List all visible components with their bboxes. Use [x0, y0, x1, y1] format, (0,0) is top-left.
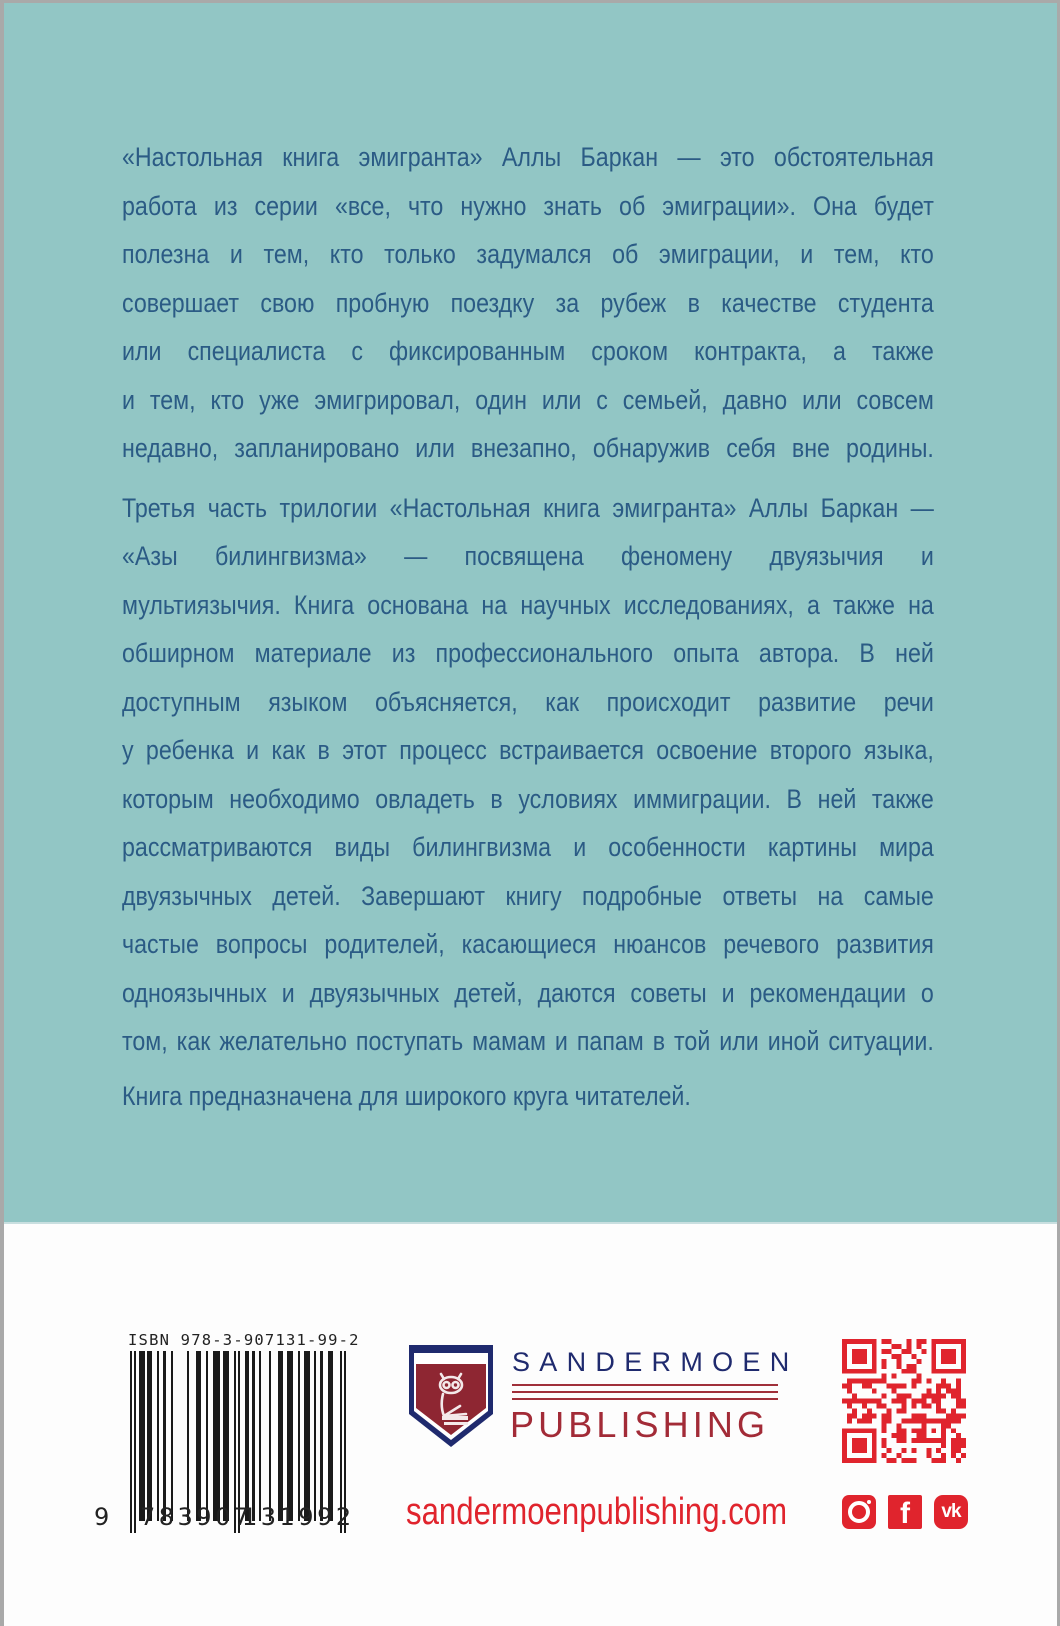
- description-panel: [4, 3, 1057, 1224]
- qr-code-icon[interactable]: [842, 1339, 966, 1463]
- vk-icon[interactable]: vk: [934, 1495, 968, 1529]
- ean-group-1: 783907: [140, 1503, 253, 1531]
- publisher-website-link[interactable]: sandermoenpublishing.com: [406, 1491, 788, 1533]
- text-line: «Настольная книга эмигранта» Аллы Баркан — это обстоятельная: [122, 142, 934, 172]
- instagram-icon[interactable]: [842, 1495, 876, 1529]
- book-back-cover: [4, 3, 1057, 1626]
- text-line: одноязычных и двуязычных детей, даются советы и рекомендации о: [122, 977, 934, 1008]
- brand-name-bottom: PUBLISHING: [510, 1404, 770, 1445]
- description-text: [122, 133, 934, 1120]
- paragraph-1: [122, 133, 934, 473]
- isbn-barcode: [92, 1331, 360, 1551]
- paragraph-3: [122, 1072, 934, 1121]
- text-line: у ребенка и как в этот процесс встраивается освоение второго языка,: [122, 735, 934, 765]
- text-line: недавно, запланировано или внезапно, обнаружив себя вне родины.: [122, 433, 934, 463]
- paragraph-2: [122, 484, 934, 1066]
- text-line: «Азы билингвизма» — посвящена феномену двуязычия и: [122, 541, 934, 571]
- owl-shield-icon: [408, 1344, 494, 1448]
- social-links: [842, 1495, 968, 1529]
- ean-first-digit: 9: [94, 1503, 110, 1531]
- brand-name-top: SANDERMOEN: [512, 1347, 799, 1377]
- text-line: том, как желательно поступать мамам и папам в той или иной ситуации.: [122, 1026, 934, 1056]
- text-line: Третья часть трилогии «Настольная книга эмигранта» Аллы Баркан —: [122, 492, 934, 523]
- text-line: или специалиста с фиксированным сроком контракта, а также: [122, 336, 934, 366]
- text-line: работа из серии «все, что нужно знать об эмиграции». Она будет: [122, 190, 934, 221]
- text-line: мультиязычия. Книга основана на научных исследованиях, а также на: [122, 589, 934, 620]
- text-line: частые вопросы родителей, касающиеся нюансов речевого развития: [122, 929, 934, 959]
- brand-divider: [512, 1384, 778, 1405]
- text-line: полезна и тем, кто только задумался об эмиграции, и тем, кто: [122, 239, 934, 269]
- facebook-icon[interactable]: f: [888, 1495, 922, 1529]
- text-line: совершает свою пробную поездку за рубеж в качестве студента: [122, 287, 934, 318]
- text-line: обширном материале из профессионального опыта автора. В ней: [122, 638, 934, 668]
- text-line: Книга предназначена для широкого круга читателей.: [122, 1080, 691, 1111]
- text-line: которым необходимо овладеть в условиях иммиграции. В ней также: [122, 783, 934, 814]
- text-line: двуязычных детей. Завершают книгу подробные ответы на самые: [122, 880, 934, 911]
- text-line: доступным языком объясняется, как происходит развитие речи: [122, 686, 934, 717]
- text-line: рассматриваются виды билингвизма и особенности картины мира: [122, 832, 934, 862]
- ean-group-2: 131992: [242, 1503, 355, 1531]
- text-line: и тем, кто уже эмигрировал, один или с семьей, давно или совсем: [122, 384, 934, 415]
- isbn-label: ISBN 978-3-907131-99-2: [128, 1331, 360, 1349]
